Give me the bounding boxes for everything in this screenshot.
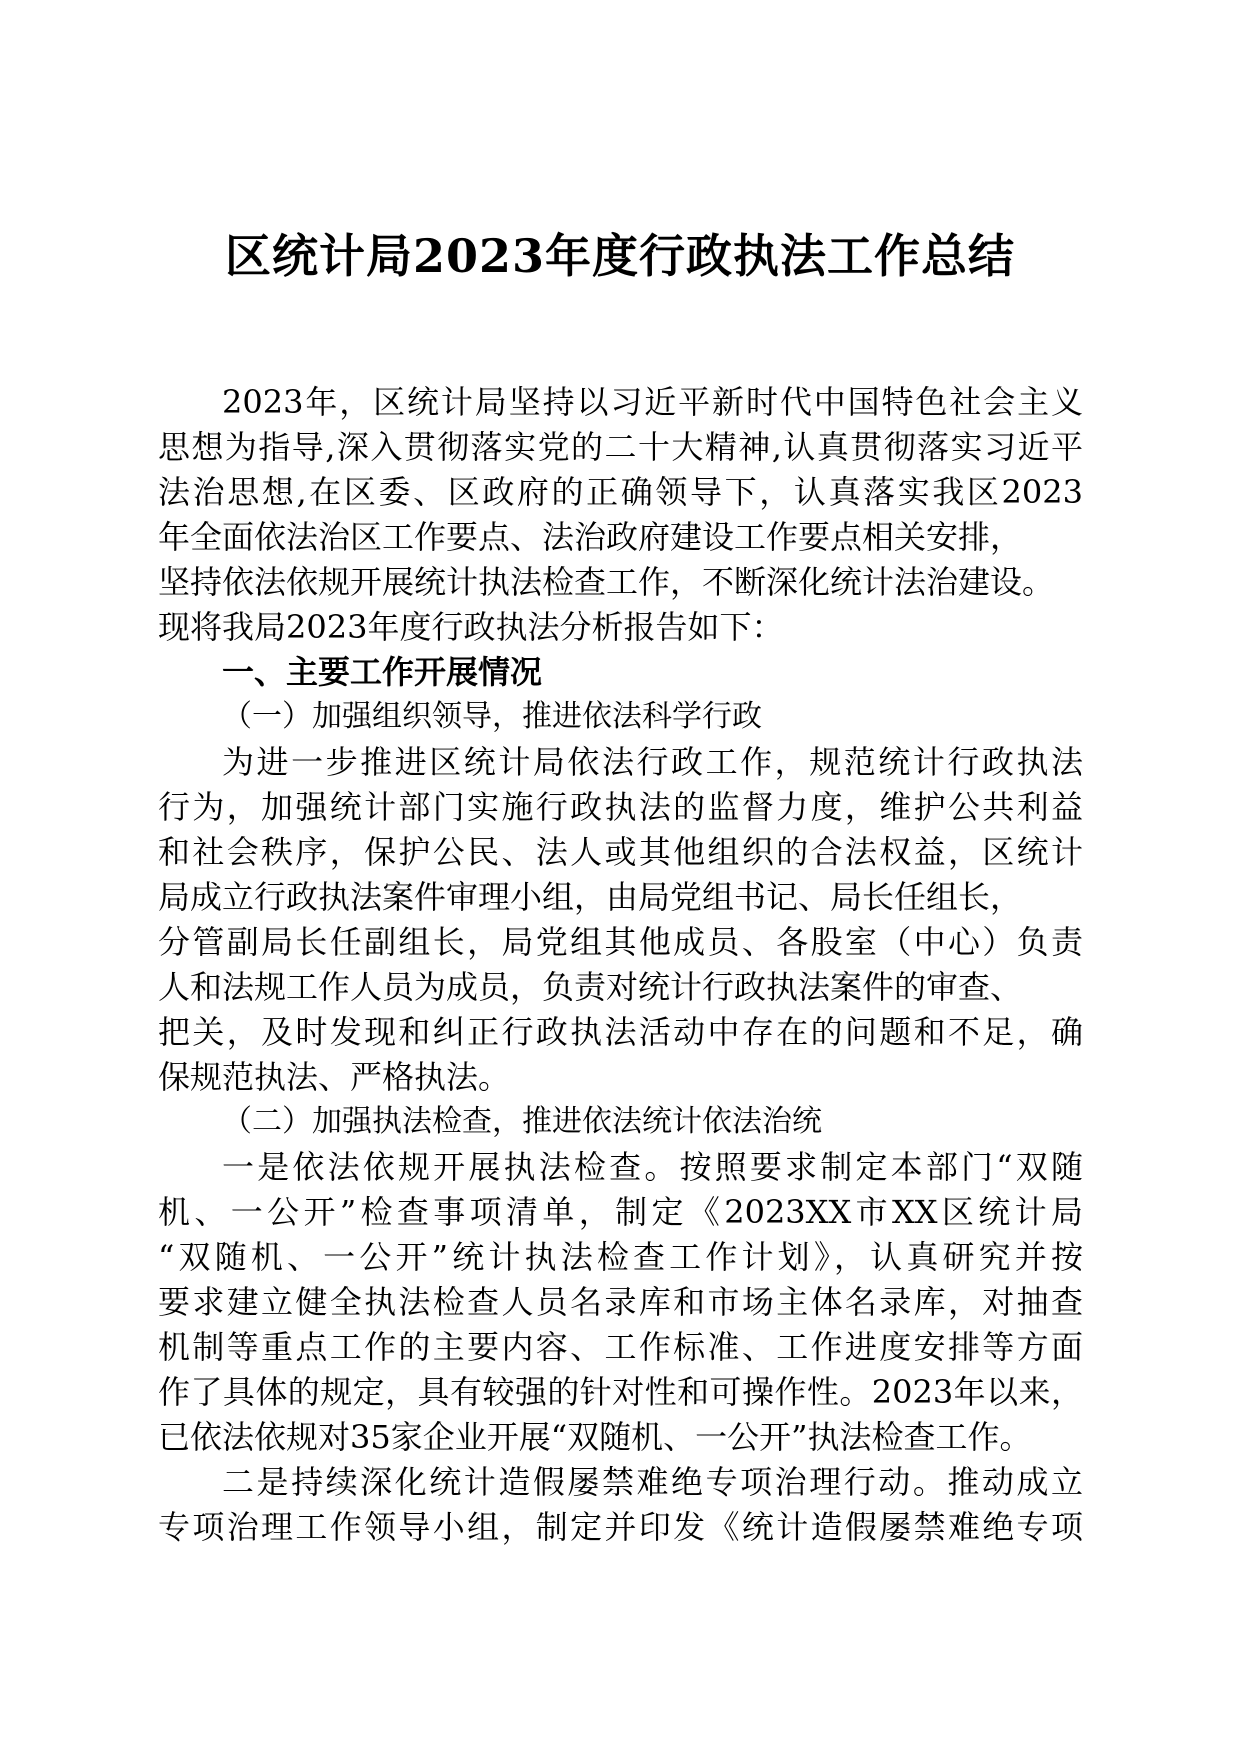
paragraph-line: 把关，及时发现和纠正行政执法活动中存在的问题和不足，确 [158,1013,1083,1051]
paragraph-line: 机、一公开”检查事项清单，制定《2023XX市XX区统计局 [158,1193,1083,1231]
paragraph-line: 保规范执法、严格执法。 [158,1058,511,1096]
paragraph-line: 要求建立健全执法检查人员名录库和市场主体名录库，对抽查 [158,1283,1083,1321]
paragraph-line: 专项治理工作领导小组，制定并印发《统计造假屡禁难绝专项 [158,1508,1083,1546]
paragraph-line: 年全面依法治区工作要点、法治政府建设工作要点相关安排， [158,518,1023,556]
paragraph-line: 现将我局2023年度行政执法分析报告如下： [158,608,784,646]
paragraph-line: 行为，加强统计部门实施行政执法的监督力度，维护公共利益 [158,788,1083,826]
paragraph-line: 坚持依法依规开展统计执法检查工作，不断深化统计法治建设。 [158,563,1055,601]
paragraph-line: 2023年，区统计局坚持以习近平新时代中国特色社会主义 [222,383,1083,421]
subsection-heading: （二）加强执法检查，推进依法统计依法治统 [222,1104,822,1139]
paragraph-line: 作了具体的规定，具有较强的针对性和可操作性。2023年以来， [158,1373,1083,1411]
paragraph-line: 一是依法依规开展执法检查。按照要求制定本部门“双随 [222,1148,1083,1186]
paragraph-line: 局成立行政执法案件审理小组，由局党组书记、局长任组长， [158,878,1023,916]
section-heading: 一、主要工作开展情况 [222,653,543,691]
paragraph-line: 已依法依规对35家企业开展“双随机、一公开”执法检查工作。 [158,1418,1032,1456]
paragraph-line: “双随机、一公开”统计执法检查工作计划》，认真研究并按 [158,1238,1083,1276]
paragraph-line: 机制等重点工作的主要内容、工作标准、工作进度安排等方面 [158,1328,1083,1366]
paragraph-line: 分管副局长任副组长，局党组其他成员、各股室（中心）负责 [158,923,1083,961]
paragraph-line: 人和法规工作人员为成员，负责对统计行政执法案件的审查、 [158,968,1023,1006]
paragraph-line: 为进一步推进区统计局依法行政工作，规范统计行政执法 [222,743,1083,781]
subsection-heading: （一）加强组织领导，推进依法科学行政 [222,699,762,734]
paragraph-line: 二是持续深化统计造假屡禁难绝专项治理行动。推动成立 [222,1463,1083,1501]
document-title: 区统计局2023年度行政执法工作总结 [224,229,1016,283]
paragraph-line: 思想为指导,深入贯彻落实党的二十大精神,认真贯彻落实习近平 [158,428,1083,466]
paragraph-line: 和社会秩序，保护公民、法人或其他组织的合法权益，区统计 [158,833,1083,871]
paragraph-line: 法治思想,在区委、区政府的正确领导下，认真落实我区2023 [158,473,1083,511]
